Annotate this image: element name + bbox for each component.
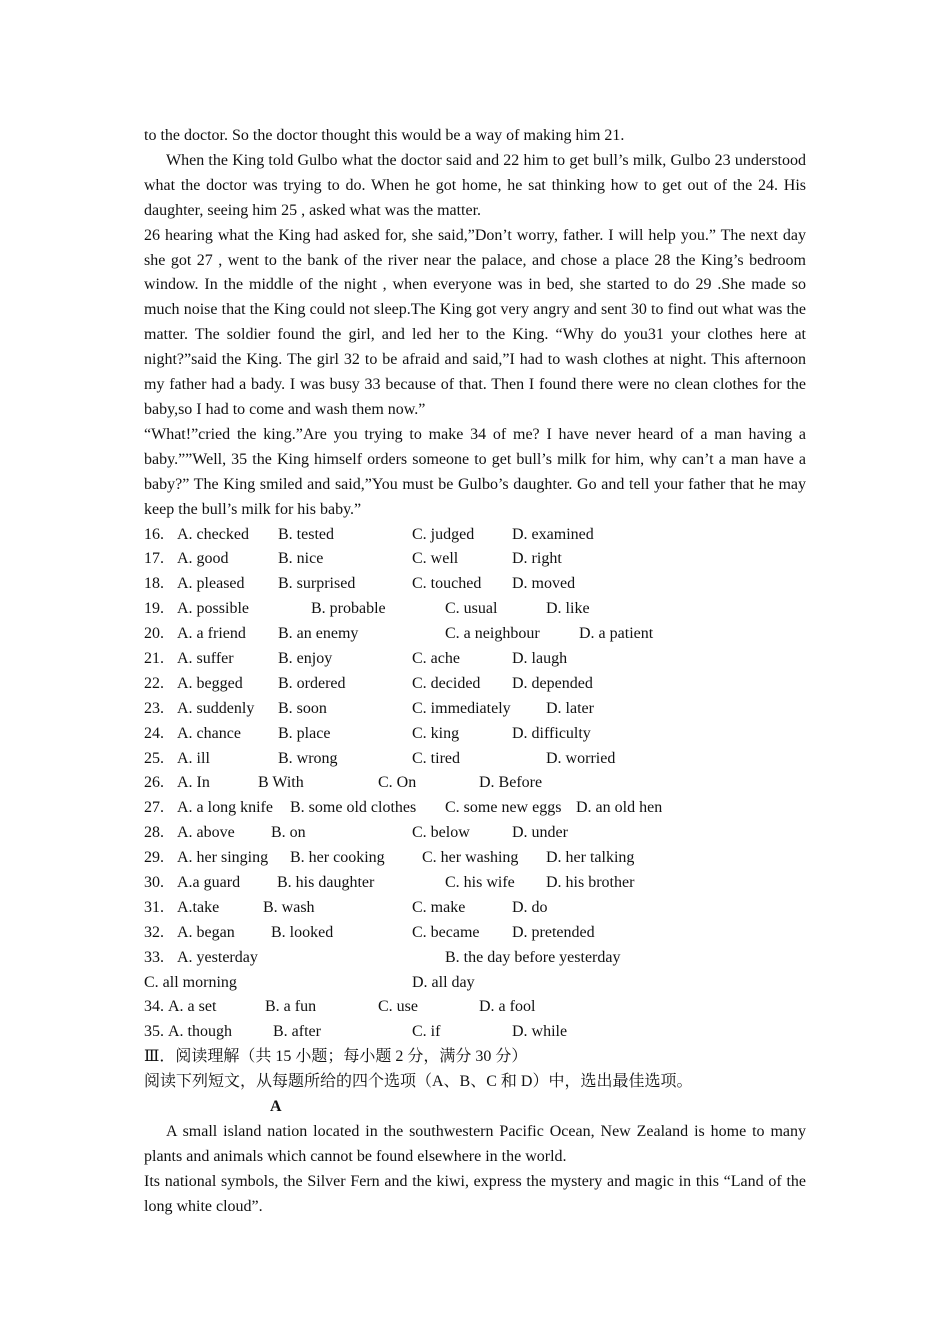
- option-b: B. enjoy: [278, 649, 333, 667]
- option-a: A. chance: [177, 724, 241, 742]
- passage-paragraph-3: 26 hearing what the King had asked for, she said,”Don’t worry, father. I will help you.” The next day she got 27 , went to the bank of the river near the palace, and chose a place 28 the King’s bedroom window. In the middle of the night , when everyone was in bed, she started to do 29 .She made so much noise that the King could not sleep.The King got very angry and sent 30 to find out what was the matter. The soldier found the girl, and led her to the King. “Why do you31 your clothes here at night?”said the King. The girl 32 to be afraid and said,”I had to wash clothes at night. This afternoon my father had a bady. I was busy 33 because of that. Then I found there were no clean clothes for the baby,so I had to come and wash them now.”: [144, 226, 806, 418]
- question-number: 35.: [144, 1023, 164, 1041]
- option-b: B. the day before yesterday: [445, 948, 621, 966]
- passage-label: A: [270, 1097, 282, 1115]
- question-number: 19.: [144, 600, 164, 618]
- question-22: [144, 672, 806, 697]
- question-28: [144, 821, 806, 846]
- question-number: 17.: [144, 550, 164, 568]
- option-c: C. make: [412, 898, 466, 916]
- option-b: B. wash: [263, 898, 315, 916]
- option-c: C. On: [378, 774, 417, 792]
- option-b: B. surprised: [278, 575, 356, 593]
- question-33: [144, 946, 806, 971]
- question-number: 16.: [144, 525, 164, 543]
- option-c: C. all morning: [144, 973, 237, 991]
- passage-paragraph-2: When the King told Gulbo what the doctor said and 22 him to get bull’s milk, Gulbo 23 understood what the doctor was trying to do. When he got home, he sat thinking how to get out of the 24. His daughter, seeing him 25 , asked what was the matter.: [144, 151, 806, 219]
- option-a: A. above: [177, 824, 235, 842]
- option-d: D. while: [512, 1023, 568, 1041]
- reading-paragraph-2: Its national symbols, the Silver Fern and the kiwi, express the mystery and magic in this “Land of the long white cloud”.: [144, 1172, 806, 1215]
- question-34: [144, 995, 806, 1020]
- option-d: D. an old hen: [576, 799, 663, 817]
- option-c: C. judged: [412, 525, 475, 543]
- option-a: A. suddenly: [177, 699, 255, 717]
- option-d: D. a fool: [479, 998, 536, 1016]
- option-a: A. her singing: [177, 849, 269, 867]
- question-number: 22.: [144, 674, 164, 692]
- question-23: [144, 697, 806, 722]
- option-c: C. use: [378, 998, 418, 1016]
- option-d: D. all day: [412, 973, 475, 991]
- question-33-continued: [144, 971, 806, 996]
- option-d: D. like: [546, 600, 590, 618]
- option-a: A. pleased: [177, 575, 245, 593]
- question-35: [144, 1020, 806, 1045]
- option-d: D. difficulty: [512, 724, 591, 742]
- option-c: C. usual: [445, 600, 498, 618]
- question-32: [144, 921, 806, 946]
- option-d: D. pretended: [512, 923, 595, 941]
- question-19: [144, 597, 806, 622]
- question-number: 24.: [144, 724, 164, 742]
- option-d: D. do: [512, 898, 548, 916]
- option-a: A.take: [177, 898, 220, 916]
- option-b: B. nice: [278, 550, 324, 568]
- option-a: A. a friend: [177, 625, 246, 643]
- question-17: [144, 547, 806, 572]
- question-25: [144, 747, 806, 772]
- option-b: B With: [258, 774, 304, 792]
- option-a: A. ill: [177, 749, 210, 767]
- option-c: C. became: [412, 923, 480, 941]
- option-c: C. immediately: [412, 699, 511, 717]
- option-b: B. his daughter: [277, 873, 375, 891]
- question-number: 34.: [144, 998, 164, 1016]
- question-number: 31.: [144, 898, 164, 916]
- option-b: B. looked: [271, 923, 334, 941]
- section-instruction: 阅读下列短文，从每题所给的四个选项（A、B、C 和 D）中，选出最佳选项。: [144, 1073, 693, 1091]
- question-list: [144, 523, 806, 1046]
- section-heading: Ⅲ．阅读理解（共 15 小题；每小题 2 分，满分 30 分）: [144, 1048, 528, 1066]
- option-b: B. wrong: [278, 749, 338, 767]
- option-b: B. ordered: [278, 674, 346, 692]
- option-d: D. examined: [512, 525, 594, 543]
- option-b: B. on: [271, 824, 306, 842]
- option-a: A. though: [168, 1023, 232, 1041]
- question-number: 28.: [144, 824, 164, 842]
- question-29: [144, 846, 806, 871]
- option-c: C. tired: [412, 749, 460, 767]
- question-20: [144, 622, 806, 647]
- document-page: [144, 124, 806, 1220]
- option-c: C. below: [412, 824, 470, 842]
- option-c: C. decided: [412, 674, 481, 692]
- option-d: D. a patient: [579, 625, 654, 643]
- option-c: C. if: [412, 1023, 441, 1041]
- option-c: C. her washing: [422, 849, 519, 867]
- question-number: 18.: [144, 575, 164, 593]
- question-number: 25.: [144, 749, 164, 767]
- question-number: 27.: [144, 799, 164, 817]
- option-d: D. worried: [546, 749, 616, 767]
- option-c: C. some new eggs: [445, 799, 562, 817]
- option-a: A. a long knife: [177, 799, 273, 817]
- option-d: D. later: [546, 699, 594, 717]
- question-31: [144, 896, 806, 921]
- option-d: D. Before: [479, 774, 543, 792]
- option-b: B. an enemy: [278, 625, 359, 643]
- option-a: A. good: [177, 550, 229, 568]
- option-a: A. suffer: [177, 649, 234, 667]
- option-d: D. under: [512, 824, 568, 842]
- option-b: B. place: [278, 724, 331, 742]
- question-30: [144, 871, 806, 896]
- question-18: [144, 572, 806, 597]
- option-a: A. yesterday: [177, 948, 258, 966]
- option-a: A.a guard: [177, 873, 241, 891]
- question-27: [144, 796, 806, 821]
- question-24: [144, 722, 806, 747]
- question-number: 26.: [144, 774, 164, 792]
- passage-paragraph-4: “What!”cried the king.”Are you trying to make 34 of me? I have never heard of a man having a baby.””Well, 35 the King himself orders someone to get bull’s milk for him, why can’t a man have a baby?” The King smiled and said,”You must be Gulbo’s daughter. Go and tell your father that he may keep the bull’s milk for his baby.”: [144, 425, 806, 518]
- option-d: D. laugh: [512, 649, 568, 667]
- question-number: 21.: [144, 649, 164, 667]
- question-21: [144, 647, 806, 672]
- question-number: 33.: [144, 948, 164, 966]
- question-number: 23.: [144, 699, 164, 717]
- question-16: [144, 523, 806, 548]
- option-d: D. depended: [512, 674, 593, 692]
- reading-paragraph-1: A small island nation located in the southwestern Pacific Ocean, New Zealand is home to many plants and animals which cannot be found elsewhere in the world.: [144, 1122, 806, 1165]
- option-c: C. his wife: [445, 873, 515, 891]
- option-b: B. tested: [278, 525, 334, 543]
- option-b: B. some old clothes: [290, 799, 417, 817]
- question-number: 30.: [144, 873, 164, 891]
- option-c: C. well: [412, 550, 459, 568]
- option-a: A. In: [177, 774, 210, 792]
- option-b: B. after: [273, 1023, 321, 1041]
- option-c: C. touched: [412, 575, 482, 593]
- option-c: C. ache: [412, 649, 460, 667]
- option-d: D. his brother: [546, 873, 635, 891]
- option-a: A. began: [177, 923, 235, 941]
- option-d: D. moved: [512, 575, 576, 593]
- option-a: A. possible: [177, 600, 249, 618]
- option-c: C. king: [412, 724, 460, 742]
- passage-paragraph-1: to the doctor. So the doctor thought this would be a way of making him 21.: [144, 127, 625, 144]
- option-b: B. her cooking: [290, 849, 385, 867]
- option-d: D. her talking: [546, 849, 635, 867]
- option-a: A. checked: [177, 525, 249, 543]
- question-number: 20.: [144, 625, 164, 643]
- question-26: [144, 771, 806, 796]
- option-c: C. a neighbour: [445, 625, 540, 643]
- option-a: A. a set: [168, 998, 217, 1016]
- option-a: A. begged: [177, 674, 243, 692]
- option-b: B. probable: [311, 600, 386, 618]
- option-d: D. right: [512, 550, 562, 568]
- option-b: B. a fun: [265, 998, 317, 1016]
- question-number: 29.: [144, 849, 164, 867]
- option-b: B. soon: [278, 699, 327, 717]
- question-number: 32.: [144, 923, 164, 941]
